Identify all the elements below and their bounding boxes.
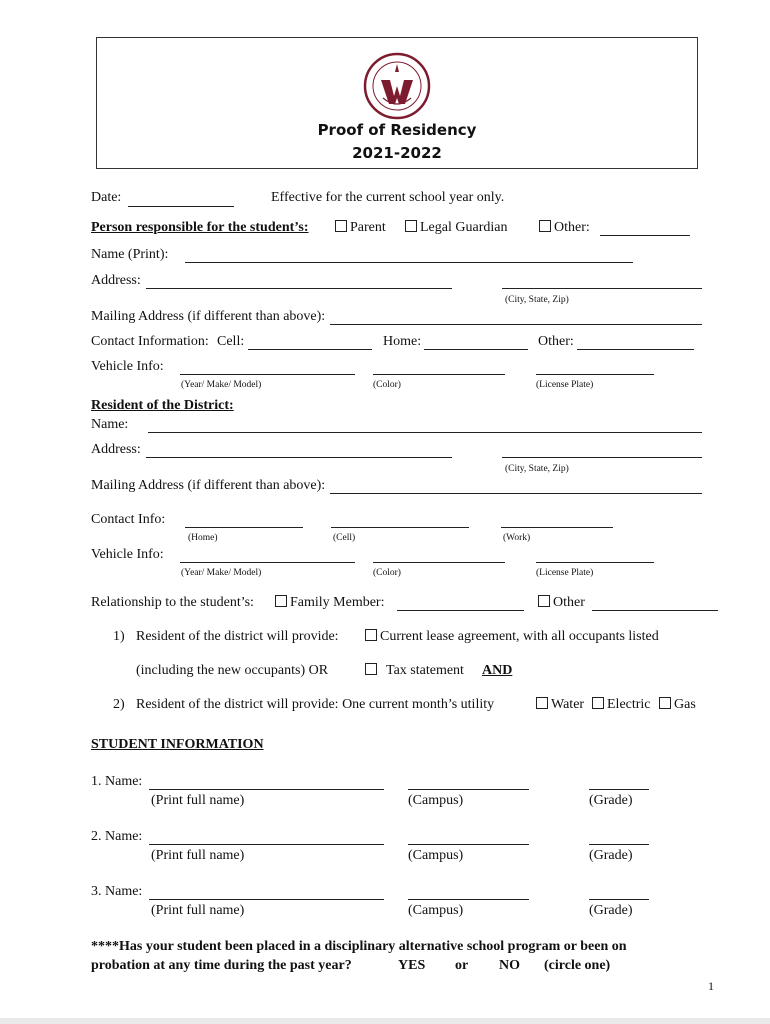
other-label: Other: bbox=[554, 220, 590, 235]
student-name-field[interactable] bbox=[149, 789, 384, 790]
guardian-option[interactable] bbox=[405, 220, 507, 236]
responsible-heading: Person responsible for the student’s: bbox=[91, 220, 309, 235]
caption-grade: (Grade) bbox=[589, 848, 633, 863]
other-field[interactable] bbox=[600, 235, 690, 236]
vehicle-label: Vehicle Info: bbox=[91, 359, 164, 374]
resident-address-field[interactable] bbox=[146, 457, 452, 458]
relationship-other-label: Other bbox=[553, 595, 585, 610]
caption-campus: (Campus) bbox=[408, 848, 464, 863]
caption-work: (Work) bbox=[503, 533, 531, 543]
home-label: Home: bbox=[383, 334, 422, 349]
resident-contact-label: Contact Info: bbox=[91, 512, 166, 527]
parent-label: Parent bbox=[350, 220, 386, 235]
student-grade-field[interactable] bbox=[589, 899, 649, 900]
resident-vehicle-label: Vehicle Info: bbox=[91, 547, 164, 562]
city-caption: (City, State, Zip) bbox=[505, 295, 569, 305]
item2-text: Resident of the district will provide: One current month’s utility bbox=[136, 697, 495, 712]
caption-campus: (Campus) bbox=[408, 793, 464, 808]
city-state-zip-field[interactable] bbox=[502, 288, 702, 289]
answer-yes[interactable]: YES bbox=[398, 958, 426, 973]
resident-caption-ymm: (Year/ Make/ Model) bbox=[181, 568, 262, 578]
resident-mailing-label: Mailing Address (if different than above): bbox=[91, 478, 326, 493]
caption-home: (Home) bbox=[188, 533, 218, 543]
lease-label: Current lease agreement, with all occupants listed bbox=[380, 629, 659, 644]
student-name-label: 2. Name: bbox=[91, 829, 143, 844]
relationship-label: Relationship to the student’s: bbox=[91, 595, 254, 610]
page-number: 1 bbox=[708, 979, 714, 993]
date-field[interactable] bbox=[128, 206, 234, 207]
student-name-label: 1. Name: bbox=[91, 774, 143, 789]
vehicle-color-field[interactable] bbox=[373, 374, 505, 375]
and-emphasis: AND bbox=[482, 663, 513, 678]
tax-statement-checkbox[interactable] bbox=[365, 663, 377, 675]
tax-statement-label: Tax statement bbox=[386, 663, 464, 678]
resident-heading: Resident of the District: bbox=[91, 398, 234, 413]
item2-number: 2) bbox=[113, 697, 125, 712]
caption-ymm: (Year/ Make/ Model) bbox=[181, 380, 262, 390]
resident-city-field[interactable] bbox=[502, 457, 702, 458]
student-info-heading: STUDENT INFORMATION bbox=[91, 737, 264, 752]
resident-caption-plate: (License Plate) bbox=[536, 568, 594, 578]
gas-option[interactable] bbox=[659, 697, 696, 713]
item1-text: Resident of the district will provide: bbox=[136, 629, 339, 644]
relationship-other-field[interactable] bbox=[592, 610, 718, 611]
caption-print-name: (Print full name) bbox=[151, 903, 245, 918]
question-line-2: probation at any time during the past year? bbox=[91, 958, 352, 973]
cell-field[interactable] bbox=[248, 349, 372, 350]
document-title: Proof of Residency bbox=[317, 121, 477, 139]
water-label: Water bbox=[551, 697, 585, 712]
tax-statement-option[interactable] bbox=[365, 663, 464, 679]
resident-vehicle-ymm-field[interactable] bbox=[180, 562, 355, 563]
student-name-field[interactable] bbox=[149, 844, 384, 845]
electric-checkbox[interactable] bbox=[592, 697, 604, 709]
caption-campus: (Campus) bbox=[408, 903, 464, 918]
resident-home-field[interactable] bbox=[185, 527, 303, 528]
caption-print-name: (Print full name) bbox=[151, 793, 245, 808]
other-option[interactable] bbox=[539, 220, 590, 236]
student-name-label: 3. Name: bbox=[91, 884, 143, 899]
student-campus-field[interactable] bbox=[408, 789, 529, 790]
caption-plate: (License Plate) bbox=[536, 380, 594, 390]
student-grade-field[interactable] bbox=[589, 789, 649, 790]
school-year: 2021-2022 bbox=[352, 144, 442, 162]
family-member-checkbox[interactable] bbox=[275, 595, 287, 607]
caption-print-name: (Print full name) bbox=[151, 848, 245, 863]
electric-label: Electric bbox=[607, 697, 651, 712]
resident-work-field[interactable] bbox=[501, 527, 613, 528]
home-field[interactable] bbox=[424, 349, 528, 350]
vehicle-ymm-field[interactable] bbox=[180, 374, 355, 375]
student-name-field[interactable] bbox=[149, 899, 384, 900]
date-label: Date: bbox=[91, 190, 122, 205]
caption-grade: (Grade) bbox=[589, 793, 633, 808]
circle-one-note: (circle one) bbox=[544, 958, 611, 973]
name-print-field[interactable] bbox=[185, 262, 633, 263]
resident-cell-field[interactable] bbox=[331, 527, 469, 528]
address-field[interactable] bbox=[146, 288, 452, 289]
answer-or: or bbox=[455, 958, 469, 973]
family-member-label: Family Member: bbox=[290, 595, 385, 610]
resident-address-label: Address: bbox=[91, 442, 141, 457]
address-label: Address: bbox=[91, 273, 141, 288]
item1-continuation: (including the new occupants) OR bbox=[136, 663, 329, 678]
caption-color: (Color) bbox=[373, 380, 401, 390]
parent-checkbox[interactable] bbox=[335, 220, 347, 232]
gas-checkbox[interactable] bbox=[659, 697, 671, 709]
answer-no[interactable]: NO bbox=[499, 958, 520, 973]
resident-name-field[interactable] bbox=[148, 432, 702, 433]
mailing-label: Mailing Address (if different than above): bbox=[91, 309, 326, 324]
relationship-other-checkbox[interactable] bbox=[538, 595, 550, 607]
contact-other-label: Other: bbox=[538, 334, 574, 349]
resident-vehicle-plate-field[interactable] bbox=[536, 562, 654, 563]
contact-label: Contact Information: bbox=[91, 334, 209, 349]
lease-checkbox[interactable] bbox=[365, 629, 377, 641]
other-checkbox[interactable] bbox=[539, 220, 551, 232]
caption-cell: (Cell) bbox=[333, 533, 356, 543]
vehicle-plate-field[interactable] bbox=[536, 374, 654, 375]
student-campus-field[interactable] bbox=[408, 844, 529, 845]
header-box bbox=[96, 37, 698, 169]
relationship-other-option[interactable] bbox=[538, 595, 585, 611]
student-campus-field[interactable] bbox=[408, 899, 529, 900]
gas-label: Gas bbox=[674, 697, 696, 712]
district-seal-logo bbox=[363, 52, 431, 120]
student-grade-field[interactable] bbox=[589, 844, 649, 845]
caption-grade: (Grade) bbox=[589, 903, 633, 918]
item1-number: 1) bbox=[113, 629, 125, 644]
mailing-field[interactable] bbox=[330, 324, 702, 325]
question-line-1: ****Has your student been placed in a disciplinary alternative school program or been on bbox=[91, 939, 627, 954]
water-checkbox[interactable] bbox=[536, 697, 548, 709]
page-bottom-edge bbox=[0, 1018, 770, 1024]
guardian-label: Legal Guardian bbox=[420, 220, 508, 235]
parent-option[interactable] bbox=[335, 220, 386, 236]
resident-city-caption: (City, State, Zip) bbox=[505, 464, 569, 474]
lease-option[interactable] bbox=[365, 629, 659, 645]
name-print-label: Name (Print): bbox=[91, 247, 169, 262]
effective-note: Effective for the current school year only. bbox=[271, 190, 505, 205]
resident-caption-color: (Color) bbox=[373, 568, 401, 578]
resident-vehicle-color-field[interactable] bbox=[373, 562, 505, 563]
water-option[interactable] bbox=[536, 697, 584, 713]
family-member-option[interactable] bbox=[275, 595, 385, 611]
resident-name-label: Name: bbox=[91, 417, 129, 432]
guardian-checkbox[interactable] bbox=[405, 220, 417, 232]
resident-mailing-field[interactable] bbox=[330, 493, 702, 494]
cell-label: Cell: bbox=[217, 334, 245, 349]
contact-other-field[interactable] bbox=[577, 349, 694, 350]
family-member-field[interactable] bbox=[397, 610, 524, 611]
electric-option[interactable] bbox=[592, 697, 651, 713]
